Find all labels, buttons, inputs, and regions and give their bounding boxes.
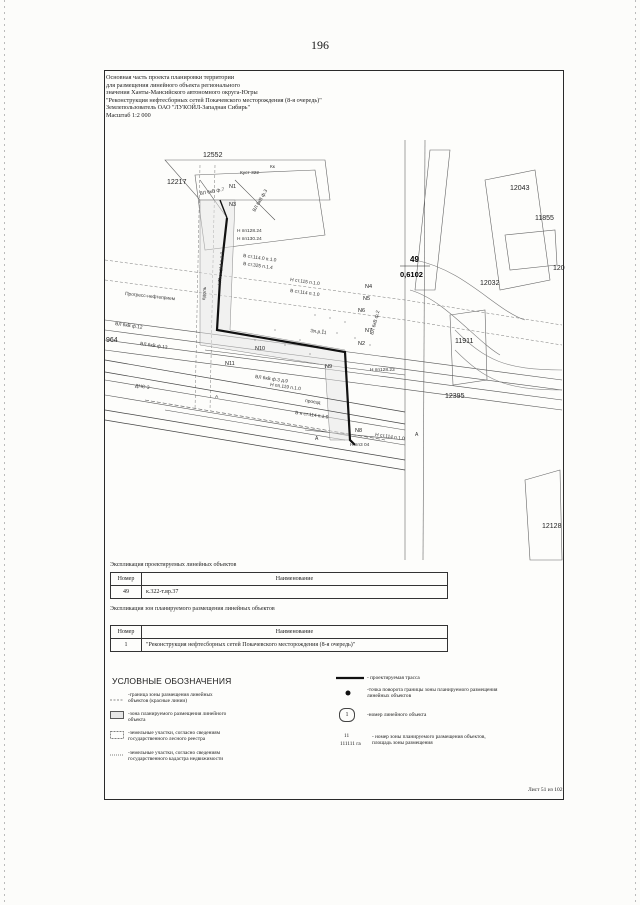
- table-cell: "Реконструкция нефтесборных сетей Покачевского месторождения (8-я очередь)": [142, 639, 448, 652]
- legend-object-number: 1: [345, 712, 349, 718]
- header-line: Масштаб 1:2 000: [106, 111, 151, 119]
- line-label: НП ст.114 п.1.0: [218, 251, 226, 286]
- node-label: N3: [229, 202, 237, 208]
- road-edge: [105, 280, 562, 345]
- header-line: значения Ханты-Мансийского автономного округа-Югры: [106, 89, 258, 97]
- line-label: ВЛ 6кВ ф.2: [370, 310, 382, 336]
- node-label: N7: [365, 328, 373, 334]
- line-label: В ст.114.0 п.1.0: [242, 254, 277, 264]
- line-label: Н ст.115 п.1.0: [289, 278, 320, 288]
- parcel-label: 12043: [510, 185, 530, 192]
- contour-line: [410, 290, 500, 355]
- page-number: 196: [311, 38, 329, 52]
- line-label: А: [215, 395, 219, 400]
- access-road: [105, 410, 405, 460]
- node-label: N8: [355, 428, 363, 434]
- line-label: В ст.325 п.1.4: [242, 262, 274, 272]
- legend-label: -точка поворота границы зоны планируемого размещения линейных объектов: [367, 687, 498, 700]
- line-label: ВЛ 6кВ ф.3 д.9: [254, 375, 289, 385]
- line-label: ВЛ 6кВ ф.3: [252, 188, 270, 213]
- node-label: N9: [325, 364, 333, 370]
- table-header: Наименование: [142, 573, 448, 586]
- table-row: [111, 586, 448, 599]
- road-curve: [455, 330, 562, 370]
- legend-symbol-zone: [110, 711, 124, 719]
- legend-symbol-cadastre-parcel: [110, 752, 124, 758]
- header-line: Землепользователь ОАО "ЛУКОЙЛ-Западная Сибирь": [106, 104, 251, 112]
- legend-symbol-object-number: [339, 708, 355, 722]
- legend-label: -земельные участки, согласно сведениям государственного лесного реестра: [128, 730, 221, 743]
- table-row: [111, 639, 448, 652]
- node-label: N11: [225, 361, 235, 367]
- line-label: Куст 322: [240, 171, 260, 176]
- parcel-outline: [525, 470, 562, 560]
- line-label: Н пп130.24: [237, 237, 262, 242]
- parcel-label: 964: [106, 337, 118, 344]
- table-header: Наименование: [142, 626, 448, 639]
- line-label: вдоль: [202, 286, 209, 301]
- utility-line: [105, 395, 405, 445]
- legend-title: УСЛОВНЫЕ ОБОЗНАЧЕНИЯ: [112, 676, 232, 686]
- legend-label: - проектируемая трасса: [367, 675, 420, 681]
- zone-planned-placement: [200, 200, 350, 440]
- parcel-label: 120: [553, 265, 565, 272]
- document-header: [106, 74, 322, 120]
- line-label: Н ст.114 п.1.0: [374, 433, 405, 443]
- line-label: Н пп.119 п.1.0: [269, 383, 302, 393]
- line-label: Прогресс-нефтеприем: [124, 292, 176, 303]
- node-label: N10: [255, 346, 266, 352]
- node-label: N4: [365, 284, 373, 290]
- parcel-label: 12128: [542, 523, 562, 530]
- map-area[interactable]: [105, 140, 565, 560]
- header-line: для размещения линейного объекта регионального: [106, 81, 240, 89]
- table1-caption: Экспликация проектируемых линейных объектов: [110, 562, 237, 568]
- legend-symbol-route: [336, 675, 364, 681]
- parcel-outline: [423, 140, 425, 560]
- table2-caption: Экспликация зон планируемого размещения линейных объектов: [110, 606, 275, 612]
- parcel-label: 12032: [480, 280, 500, 287]
- node-label: N1: [229, 184, 237, 190]
- line-label: Н пп128.23: [370, 368, 395, 373]
- line-label: Кк: [270, 165, 275, 170]
- table-header: Номер: [111, 626, 142, 639]
- legend-label: -граница зоны размещения линейных объектов (красные линии): [128, 692, 213, 705]
- parcel-label: 12395: [445, 393, 465, 400]
- node-label: N2: [358, 341, 366, 347]
- line-label: Эл.р.11: [309, 329, 327, 337]
- line-label: ВЛ 6кВ ф.7: [199, 187, 225, 197]
- legend-zone-number: 11: [344, 733, 350, 739]
- line-label: Н пп3 04: [350, 443, 370, 448]
- road-curve: [455, 350, 562, 390]
- map-drawing: [105, 140, 565, 560]
- legend-zone-area: 111111 га: [340, 741, 361, 747]
- node-label: N6: [358, 308, 366, 314]
- utility-line: [105, 380, 405, 430]
- line-label: В н ст.114 п.1.0: [294, 411, 329, 421]
- legend-label: - номер зоны планируемого размещения объектов, площадь зоны размещения: [372, 734, 486, 747]
- parcel-outline: [415, 150, 450, 290]
- line-label: ДНС-3: [134, 384, 150, 391]
- line-label: Н пп128.24: [237, 229, 262, 234]
- line-label: ВЛ 6кВ ф.13: [139, 342, 168, 351]
- legend-symbol-red-line: [110, 697, 124, 703]
- sheet-number: Лист 51 из 102: [528, 787, 563, 793]
- legend-label: -земельные участки, согласно сведениям государственного кадастра недвижимости: [128, 750, 224, 763]
- legend-label: -зона планируемого размещения линейного объекта: [128, 711, 227, 724]
- parcel-outline: [450, 310, 487, 385]
- header-line: "Реконструкция нефтесборных сетей Покачевского месторождения (8-я очередь)": [106, 96, 322, 104]
- table-cell: к.322-т.вр.37: [142, 586, 448, 599]
- zone-area-label: 0,6102: [400, 270, 423, 279]
- table-projected-objects: [110, 572, 448, 599]
- line-label: ВЛ 6кВ ф.12: [114, 322, 143, 331]
- parcel-label: 12217: [167, 179, 187, 186]
- table-header-row: [111, 573, 448, 586]
- legend-symbol-turn-point: [344, 689, 352, 697]
- road-edge: [195, 165, 200, 410]
- header-line: Основная часть проекта планировки территории: [106, 74, 235, 81]
- table-cell: 49: [111, 586, 142, 599]
- table-header-row: [111, 626, 448, 639]
- svg-text:A: A: [415, 432, 419, 438]
- table-header: Номер: [111, 573, 142, 586]
- line-label: В ст.114 п.1.0: [289, 289, 320, 299]
- scan-edge-left: [4, 0, 5, 905]
- parcel-label: 12552: [203, 152, 223, 159]
- access-road: [105, 360, 405, 412]
- parcel-outline: [165, 160, 330, 200]
- parcel-label: 11911: [455, 338, 474, 345]
- line-label: проезд: [304, 399, 321, 407]
- road-edge: [105, 260, 562, 325]
- scan-edge-right: [635, 0, 636, 905]
- legend-label: -номер линейного объекта: [367, 712, 427, 718]
- zone-number-label: 49: [410, 255, 419, 264]
- table-cell: 1: [111, 639, 142, 652]
- svg-text:A: A: [315, 436, 319, 442]
- parcel-outline: [505, 230, 557, 270]
- node-label: N5: [363, 296, 371, 302]
- parcel-label: 11855: [535, 215, 554, 222]
- table-zones: [110, 625, 448, 652]
- legend-symbol-forest-parcel: [110, 731, 124, 739]
